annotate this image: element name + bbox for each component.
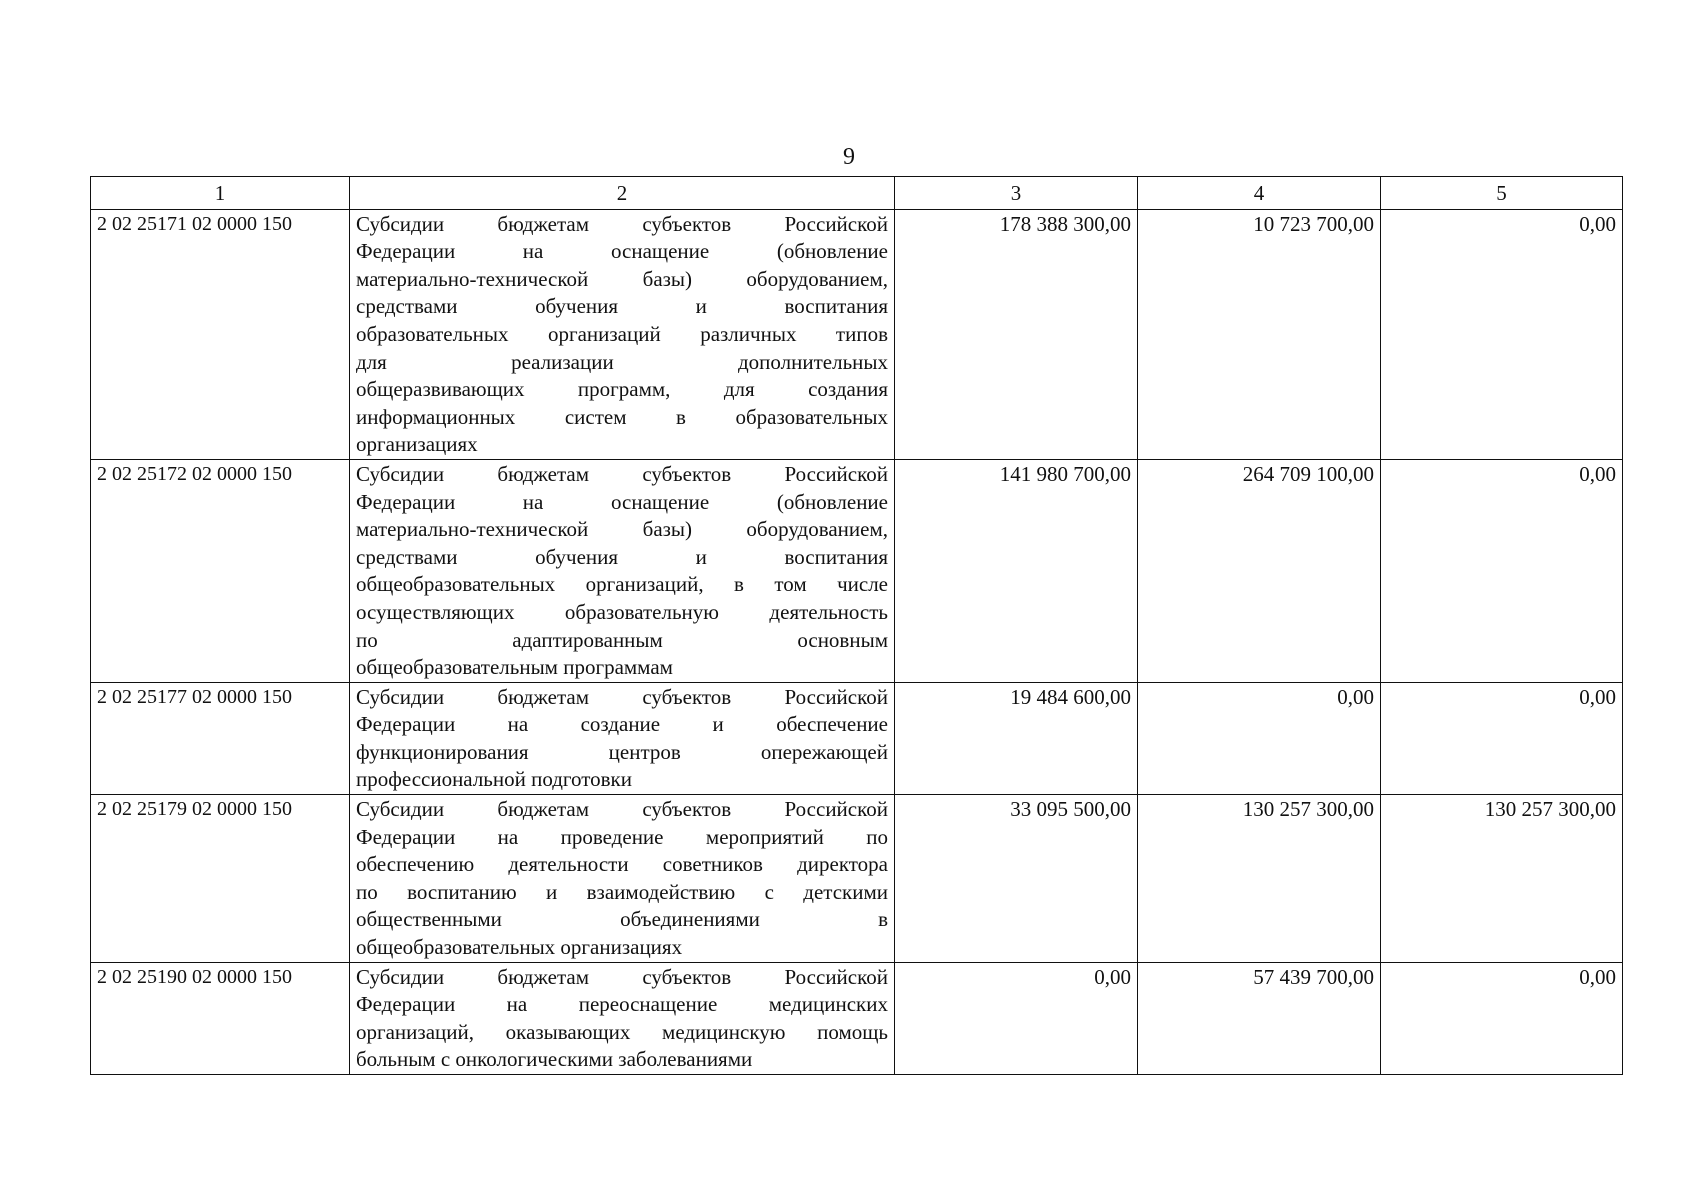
- description-cell: [350, 682, 895, 794]
- description-line: больным с онкологическими заболеваниями: [356, 1047, 753, 1072]
- description-line: функционирования центров опережающей: [356, 739, 888, 764]
- table-row: [91, 795, 1623, 963]
- description-line: Федерации на оснащение (обновление: [356, 239, 888, 264]
- budget-revenue-table: [90, 176, 1623, 1075]
- description-line: материально-технической базы) оборудованием,: [356, 266, 888, 291]
- description-line: материально-технической базы) оборудованием,: [356, 517, 888, 542]
- description-line: для реализации дополнительных: [356, 349, 888, 374]
- amount-cell-col5: 0,00: [1381, 682, 1623, 794]
- description-cell: [350, 459, 895, 682]
- header-cell-col5: 5: [1381, 177, 1623, 210]
- amount-cell-col4: 57 439 700,00: [1138, 962, 1381, 1074]
- description-line: организациях: [356, 432, 478, 457]
- description-line: Субсидии бюджетам субъектов Российской: [356, 797, 888, 822]
- table-row: [91, 962, 1623, 1074]
- description-line: обеспечению деятельности советников директора: [356, 852, 888, 877]
- description-line: средствами обучения и воспитания: [356, 294, 888, 319]
- header-cell-col4: 4: [1138, 177, 1381, 210]
- description-line: Субсидии бюджетам субъектов Российской: [356, 461, 888, 486]
- page-number: 9: [843, 144, 855, 170]
- description-line: Федерации на создание и обеспечение: [356, 712, 888, 737]
- amount-cell-col5: 0,00: [1381, 209, 1623, 459]
- description-line: общеобразовательным программам: [356, 655, 673, 680]
- description-line: Федерации на переоснащение медицинских: [356, 992, 888, 1017]
- description-line: Субсидии бюджетам субъектов Российской: [356, 211, 888, 236]
- amount-cell-col5: 0,00: [1381, 459, 1623, 682]
- description-line: средствами обучения и воспитания: [356, 544, 888, 569]
- amount-cell-col5: 130 257 300,00: [1381, 795, 1623, 963]
- description-line: информационных систем в образовательных: [356, 404, 888, 429]
- amount-cell-col5: 0,00: [1381, 962, 1623, 1074]
- header-cell-col3: 3: [895, 177, 1138, 210]
- description-line: Федерации на проведение мероприятий по: [356, 824, 888, 849]
- amount-cell-col4: 264 709 100,00: [1138, 459, 1381, 682]
- budget-code-cell: 2 02 25177 02 0000 150: [91, 682, 350, 794]
- table-row: [91, 682, 1623, 794]
- header-cell-col1: 1: [91, 177, 350, 210]
- description-line: Субсидии бюджетам субъектов Российской: [356, 964, 888, 989]
- description-line: организаций, оказывающих медицинскую помощь: [356, 1019, 888, 1044]
- description-line: по воспитанию и взаимодействию с детскими: [356, 879, 888, 904]
- header-cell-col2: 2: [350, 177, 895, 210]
- amount-cell-col3: 141 980 700,00: [895, 459, 1138, 682]
- amount-cell-col3: 0,00: [895, 962, 1138, 1074]
- description-line: общеобразовательных организациях: [356, 935, 683, 960]
- description-line: образовательных организаций различных типов: [356, 321, 888, 346]
- table-header-row: [91, 177, 1623, 210]
- description-line: Субсидии бюджетам субъектов Российской: [356, 684, 888, 709]
- budget-code-cell: 2 02 25179 02 0000 150: [91, 795, 350, 963]
- budget-code-cell: 2 02 25171 02 0000 150: [91, 209, 350, 459]
- amount-cell-col3: 178 388 300,00: [895, 209, 1138, 459]
- amount-cell-col3: 19 484 600,00: [895, 682, 1138, 794]
- amount-cell-col3: 33 095 500,00: [895, 795, 1138, 963]
- amount-cell-col4: 10 723 700,00: [1138, 209, 1381, 459]
- description-cell: [350, 962, 895, 1074]
- table-row: [91, 209, 1623, 459]
- budget-code-cell: 2 02 25172 02 0000 150: [91, 459, 350, 682]
- description-line: по адаптированным основным: [356, 627, 888, 652]
- description-line: Федерации на оснащение (обновление: [356, 489, 888, 514]
- budget-code-cell: 2 02 25190 02 0000 150: [91, 962, 350, 1074]
- amount-cell-col4: 130 257 300,00: [1138, 795, 1381, 963]
- description-line: осуществляющих образовательную деятельность: [356, 599, 888, 624]
- description-line: общеразвивающих программ, для создания: [356, 377, 888, 402]
- table-row: [91, 459, 1623, 682]
- description-cell: [350, 795, 895, 963]
- amount-cell-col4: 0,00: [1138, 682, 1381, 794]
- description-line: профессиональной подготовки: [356, 767, 632, 792]
- description-line: общественными объединениями в: [356, 907, 888, 932]
- description-cell: [350, 209, 895, 459]
- description-line: общеобразовательных организаций, в том числе: [356, 572, 888, 597]
